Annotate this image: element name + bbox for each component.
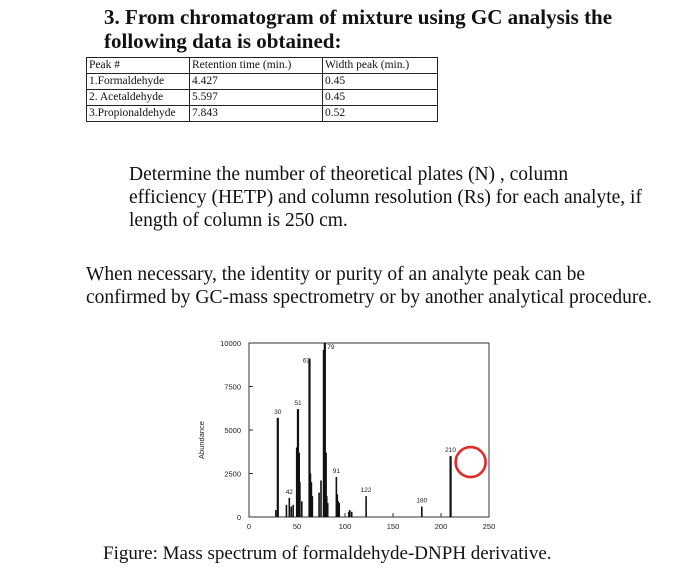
header-peak-width: Width peak (min.) [323,58,438,74]
peak-label: 42 [285,488,293,496]
x-tick-label: 250 [482,522,496,531]
cell-peak-width: 0.45 [323,90,438,106]
peak-label: 210 [445,447,457,455]
peak-label: 30 [274,408,282,416]
spectrum-bar [365,496,367,517]
peak-label: 79 [327,344,335,351]
x-tick-label: 200 [434,522,448,531]
x-axis-ticks [247,513,495,531]
peak-label: 180 [416,497,428,505]
peak-label: 63 [302,357,311,365]
spectrum-bar [312,496,314,517]
spectrum-bar [292,505,294,517]
highlight-circle [456,447,486,477]
cell-peak: 1.Formaldehyde [87,74,190,90]
spectrum-bar [338,503,340,517]
spectrum-bar [289,498,291,517]
spectrum-bar [327,503,329,517]
spectrum-bar [286,505,288,517]
spectrum-bar [349,510,351,517]
spectrum-bar [421,507,423,517]
spectrum-bar [299,482,301,517]
cell-peak: 3.Propionaldehyde [87,106,190,122]
y-tick-label: 7500 [224,382,241,392]
header-retention-time: Retention time (min.) [190,58,323,74]
peak-label: 122 [360,487,372,495]
cell-peak-width: 0.52 [323,106,438,122]
y-axis-ticks [220,339,253,522]
y-tick-label: 5000 [224,426,241,435]
spectrum-bar [301,501,303,517]
y-axis-label: Abundance [197,421,206,459]
peak-labels [274,344,456,505]
spectrum-bar [320,480,322,517]
spectrum-bar [275,510,277,517]
task-paragraph: Determine the number of theoretical plates (N) , column efficiency (HETP) and column resolution (Rs) for each analyte, if length of column is 250 cm. [129,164,642,231]
x-tick-label: 150 [386,522,400,531]
peak-label: 91 [332,467,340,475]
cell-retention-time: 5.597 [190,90,323,106]
cell-peak-width: 0.45 [323,74,438,90]
spectrum-bar [318,493,320,517]
x-tick-label: 100 [338,522,352,531]
note-paragraph: When necessary, the identity or purity of an analyte peak can be confirmed by GC-mass spectrometry or by another analytical procedure. [86,264,652,308]
cell-retention-time: 7.843 [190,106,323,122]
y-tick-label: 0 [236,513,241,522]
peak-label: 51 [294,400,302,408]
spectrum-bar [277,418,279,517]
y-tick-label: 10000 [220,339,241,348]
header-peak: Peak # [87,58,190,74]
y-tick-label: 2500 [224,469,241,479]
spectrum-bar [450,456,452,517]
x-tick-label: 50 [292,522,302,531]
spectrum-bar [290,507,292,517]
figure-caption: Figure: Mass spectrum of formaldehyde-DNPH derivative. [103,543,552,564]
question-title: 3. From chromatogram of mixture using GC analysis the following data is obtained: [104,5,613,53]
cell-retention-time: 4.427 [190,74,323,90]
cell-peak: 2. Acetaldehyde [87,90,190,106]
x-tick-label: 0 [246,522,252,531]
spectrum-bar [351,512,353,517]
